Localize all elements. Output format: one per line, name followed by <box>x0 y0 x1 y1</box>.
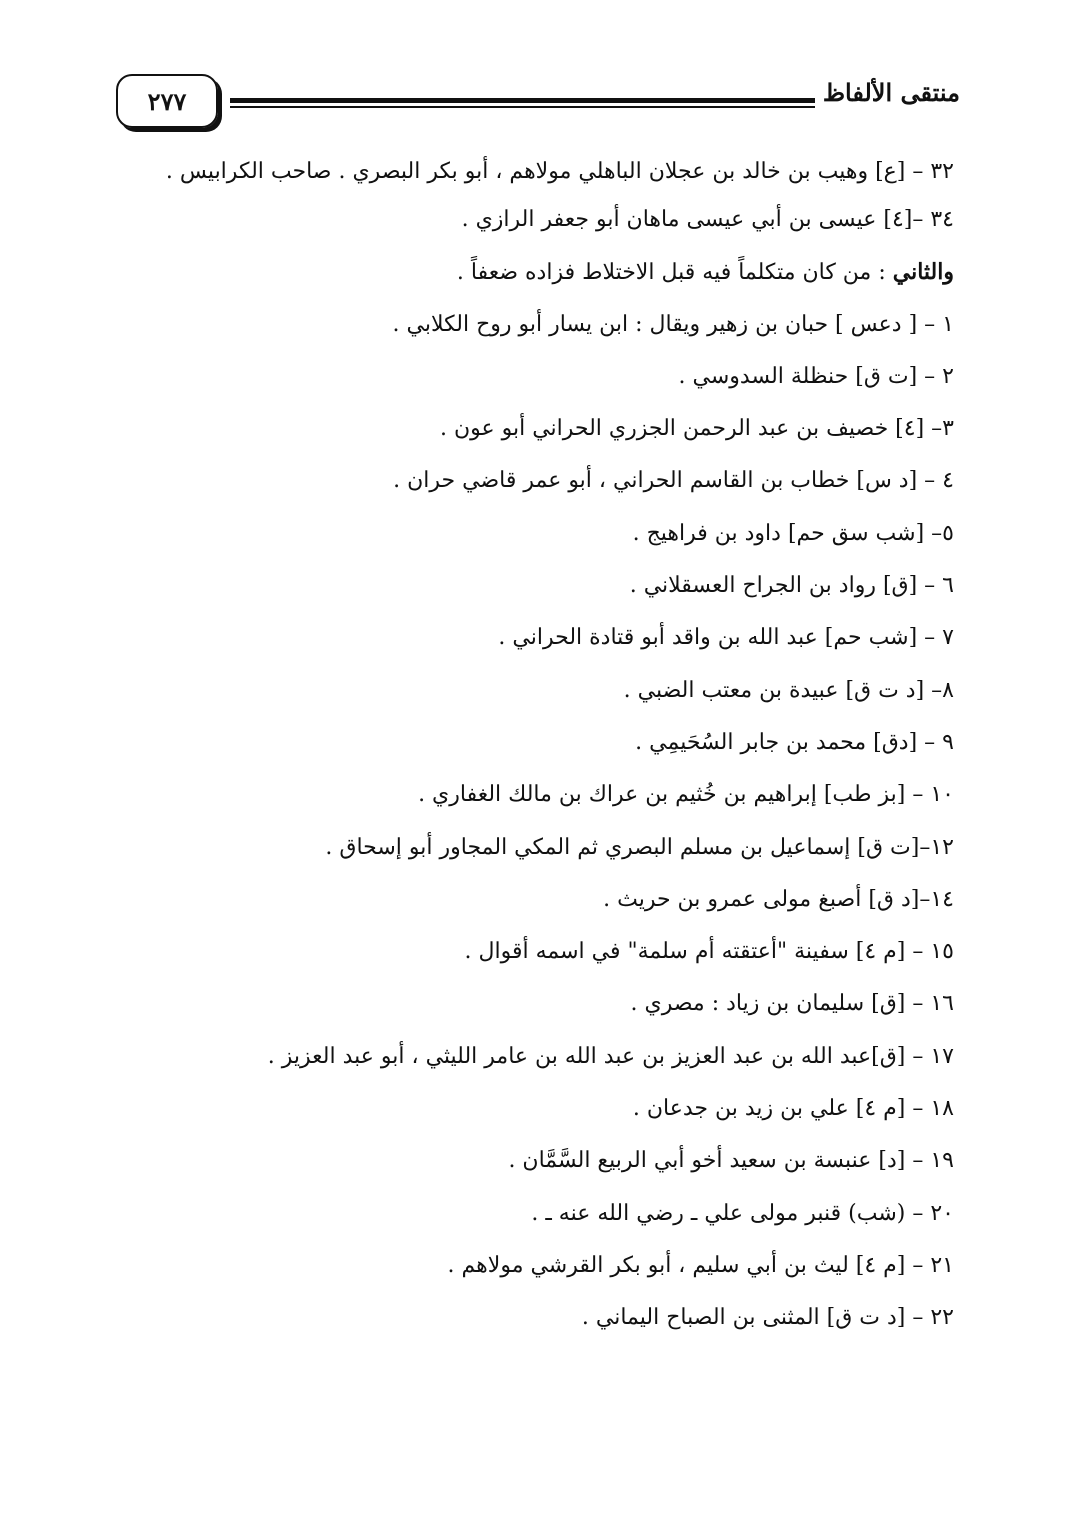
entry-line: ١ – [ دعس ] حبان بن زهير ويقال : ابن يسار أبو روح الكلابي . <box>392 311 954 337</box>
page-header <box>110 68 960 130</box>
entry-line: ٨– [د ت ق] عبيدة بن معتب الضبي . <box>623 677 954 703</box>
section-text: : من كان متكلماً فيه قبل الاختلاط فزاده ضعفاً . <box>456 260 893 286</box>
entry-line: ١٧ – [ق]عبد الله بن عبد العزيز بن عبد الله بن عامر الليثي ، أبو عبد العزيز . <box>267 1043 954 1069</box>
entry-line: ٣٤ –[٤] عيسى بن أبي عيسى ماهان أبو جعفر الرازي . <box>461 207 954 232</box>
entry-line: ١٨ – [م ٤] علي بن زيد بن جدعان . <box>632 1096 954 1122</box>
entry-line: ٢٠ – (شب) قنبر مولى علي ـ رضي الله عنه ـ . <box>531 1200 954 1226</box>
header-rule <box>230 98 815 112</box>
entry-paragraph: ٣٢ – [ع] وهيب بن خالد بن عجلان الباهلي مولاهم ، أبو بكر البصري . صاحب الكرابيس . <box>165 159 954 184</box>
entry-line: ١٢–[ت ق] إسماعيل بن مسلم البصري ثم المكي المجاور أبو إسحاق . <box>325 834 954 860</box>
entry-line: ٣– [٤] خصيف بن عبد الرحمن الجزري الحراني أبو عون . <box>439 416 954 442</box>
entry-line: ٢ – [ت ق] حنظلة السدوسي . <box>678 363 954 389</box>
entry-line: ١٦ – [ق] سليمان بن زياد : مصري . <box>630 991 954 1017</box>
entry-line: ٢٢ – [د ت ق] المثنى بن الصباح اليماني . <box>581 1305 954 1331</box>
book-title: منتقى الألفاظ <box>822 78 960 107</box>
entry-line: ٦ – [ق] رواد بن الجراح العسقلاني . <box>629 573 954 599</box>
entry-line: ١٤–[د ق] أصبغ مولى عمرو بن حريث . <box>603 886 954 912</box>
page-body <box>112 150 954 1345</box>
entry-line: ٧ – [شب حم] عبد الله بن واقد أبو قتادة الحراني . <box>498 625 954 651</box>
page-number-box <box>116 74 218 128</box>
entry-line: ١٠ – [بز طب] إبراهيم بن خُثيم بن عراك بن مالك الغفاري . <box>418 782 954 808</box>
entry-line: ٤ – [د س] خطاب بن القاسم الحراني ، أبو عمر قاضي حران . <box>393 468 954 494</box>
entry-line: ٩ – [دق] محمد بن جابر السُحَيمِي . <box>635 729 954 755</box>
entry-line: ٢١ – [م ٤] ليث بن أبي سليم ، أبو بكر القرشي مولاهم . <box>447 1252 954 1278</box>
section-label: والثاني <box>892 259 954 286</box>
entry-line: ٥– [شب سق حم] داود بن فراهيج . <box>632 520 954 546</box>
entry-line: ١٩ – [د] عنبسة بن سعيد أخو أبي الربيع السَّمَّان . <box>508 1148 954 1174</box>
entry-line: ١٥ – [م ٤] سفينة "أعتقته أم سلمة" في اسمه أقوال . <box>464 939 954 965</box>
page-number: ٢٧٧ <box>147 86 187 116</box>
section-intro <box>112 246 954 298</box>
